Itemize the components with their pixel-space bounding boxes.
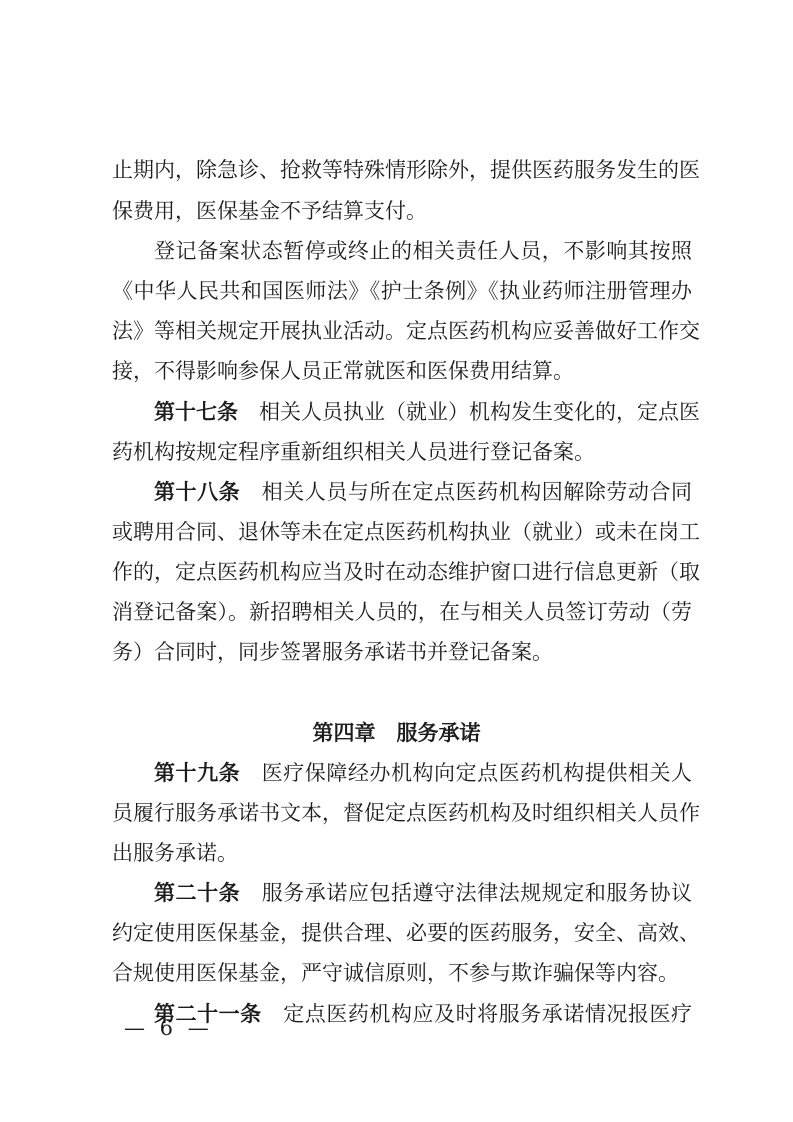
text-line: 接，不得影响参保人员正常就医和医保费用结算。 <box>112 359 574 383</box>
text-line: 务）合同时，同步签署服务承诺书并登记备案。 <box>112 640 553 664</box>
article-21-label: 第二十一条 <box>154 1002 262 1026</box>
text-line: 合规使用医保基金，严守诚信原则，不参与欺诈骗保等内容。 <box>112 961 679 985</box>
text-line: 《中华人民共和国医师法》《护士条例》《执业药师注册管理办 <box>112 279 692 303</box>
text-line: 消登记备案）。新招聘相关人员的，在与相关人员签订劳动（劳 <box>112 600 692 624</box>
article-17-line: 第十七条 相关人员执业（就业）机构发生变化的，定点医 <box>154 400 700 424</box>
text-line: 保费用，医保基金不予结算支付。 <box>112 199 427 223</box>
article-21-line: 第二十一条 定点医药机构应及时将服务承诺情况报医疗 <box>154 1002 693 1026</box>
text-line: 员履行服务承诺书文本，督促定点医药机构及时组织相关人员作 <box>112 801 700 825</box>
text-line: 登记备案状态暂停或终止的相关责任人员，不影响其按照 <box>154 239 692 263</box>
chapter-heading: 第四章 服务承诺 <box>312 721 481 745</box>
article-20-label: 第二十条 <box>154 881 241 905</box>
text-line: 作的，定点医药机构应当及时在动态维护窗口进行信息更新（取 <box>112 560 700 584</box>
text-line: 出服务承诺。 <box>112 841 238 865</box>
article-18-label: 第十八条 <box>154 480 241 504</box>
text-line: 止期内，除急诊、抢救等特殊情形除外，提供医药服务发生的医 <box>112 158 700 182</box>
text-line: 约定使用医保基金，提供合理、必要的医药服务，安全、高效、 <box>112 921 700 945</box>
article-20-line: 第二十条 服务承诺应包括遵守法律法规规定和服务协议 <box>154 881 693 905</box>
text-line: 法》等相关规定开展执业活动。定点医药机构应妥善做好工作交 <box>112 319 700 343</box>
text-line: 药机构按规定程序重新组织相关人员进行登记备案。 <box>112 440 595 464</box>
page-number: — 6 — <box>124 1016 213 1040</box>
article-19-line: 第十九条 医疗保障经办机构向定点医药机构提供相关人 <box>154 761 693 785</box>
article-19-label: 第十九条 <box>154 761 241 785</box>
text-line: 或聘用合同、退休等未在定点医药机构执业（就业）或未在岗工 <box>112 520 700 544</box>
article-17-label: 第十七条 <box>154 400 238 424</box>
article-18-line: 第十八条 相关人员与所在定点医药机构因解除劳动合同 <box>154 480 693 504</box>
